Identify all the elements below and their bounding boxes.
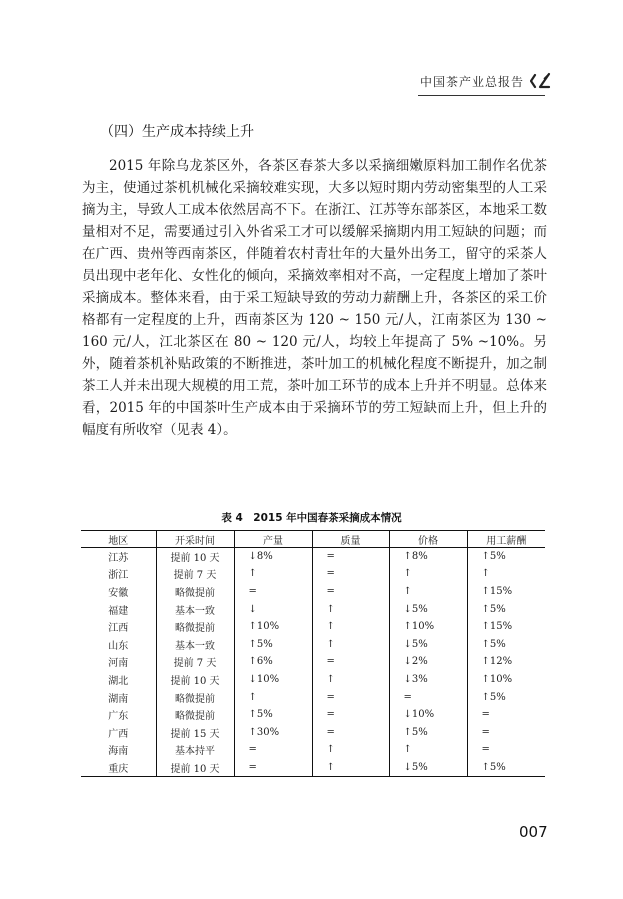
- running-header: [420, 70, 552, 92]
- cell-price: ↑10%: [389, 618, 467, 636]
- table-row: [81, 618, 545, 636]
- table-row: [81, 565, 545, 583]
- cell-quality: =: [312, 706, 389, 724]
- cell-start-time: 基本一致: [156, 635, 234, 653]
- cell-wage: ↑5%: [467, 548, 545, 566]
- cell-wage: ↑10%: [467, 671, 545, 689]
- column-header: 开采时间: [156, 531, 234, 548]
- cell-price: ↓2%: [389, 653, 467, 671]
- cell-region: 广西: [108, 728, 129, 740]
- cell-output: ↑10%: [234, 618, 312, 636]
- cell-quality: =: [312, 565, 389, 583]
- column-header: 质量: [312, 531, 389, 548]
- cell-quality: =: [312, 688, 389, 706]
- cell-output: =: [234, 583, 312, 601]
- cell-wage: ↑: [467, 565, 545, 583]
- cell-wage: ↑12%: [467, 653, 545, 671]
- table-row: [81, 548, 545, 566]
- cell-quality: ↑: [312, 759, 389, 777]
- table-row: [81, 688, 545, 706]
- cell-wage: =: [467, 723, 545, 741]
- column-header: 价格: [389, 531, 467, 548]
- table-row: [81, 583, 545, 601]
- cell-region: 浙江: [108, 570, 129, 582]
- column-header: 用工薪酬: [467, 531, 545, 548]
- cell-output: ↓: [234, 600, 312, 618]
- table-row: [81, 741, 545, 759]
- table-body: [81, 548, 545, 777]
- table-row: [81, 759, 545, 777]
- page-number: 007: [519, 823, 548, 841]
- cell-region: 江西: [108, 623, 129, 635]
- cell-start-time: 略微提前: [156, 583, 234, 601]
- cell-quality: ↑: [312, 671, 389, 689]
- cell-start-time: 提前 10 天: [156, 548, 234, 566]
- cell-quality: =: [312, 653, 389, 671]
- cell-wage: ↑5%: [467, 759, 545, 777]
- cell-wage: ↑5%: [467, 635, 545, 653]
- cell-start-time: 基本一致: [156, 600, 234, 618]
- section-heading: （四）生产成本持续上升: [100, 124, 254, 140]
- cell-quality: =: [312, 723, 389, 741]
- cell-wage: =: [467, 741, 545, 759]
- cell-price: =: [389, 688, 467, 706]
- cell-start-time: 提前 10 天: [156, 759, 234, 777]
- cell-region: 河南: [108, 658, 129, 670]
- cell-region: 山东: [108, 640, 129, 652]
- cell-price: ↓5%: [389, 600, 467, 618]
- cell-output: ↑: [234, 688, 312, 706]
- cell-quality: =: [312, 583, 389, 601]
- cell-price: ↓5%: [389, 635, 467, 653]
- cell-start-time: 提前 10 天: [156, 671, 234, 689]
- cell-region: 海南: [108, 746, 129, 758]
- cell-output: ↑5%: [234, 706, 312, 724]
- cell-start-time: 提前 15 天: [156, 723, 234, 741]
- cell-start-time: 略微提前: [156, 706, 234, 724]
- cell-price: ↑: [389, 583, 467, 601]
- cell-wage: ↑5%: [467, 600, 545, 618]
- cell-start-time: 提前 7 天: [156, 653, 234, 671]
- cell-start-time: 基本持平: [156, 741, 234, 759]
- table-row: [81, 723, 545, 741]
- body-paragraph: 2015 年除乌龙茶区外，各茶区春茶大多以采摘细嫩原料加工制作名优茶为主，使通过茶机机械化采摘较难实现，大多以短时期内劳动密集型的人工采摘为主，导致人工成本依然居高不下。在浙江、江苏等东部茶区，本地采工数量相对不足，需要通过引入外省采工才可以缓解采摘期内用工短缺的问题；而在广西、贵州等西南茶区，伴随着农村青壮年的大量外出务工，留守的采茶人员出现中老年化、女性化的倾向，采摘效率相对不高，一定程度上增加了茶叶采摘成本。整体来看，由于采工短缺导致的劳动力薪酬上升，各茶区的采工价格都有一定程度的上升，西南茶区为 120 ~ 150 元/人，江南茶区为 130 ~ 160 元/人，江北茶区在 80 ~ 120 元/人，均较上年提高了 5% ~10%。另外，随着茶机补贴政策的不断推进，茶叶加工的机械化程度不断提升，加之制茶工人并未出现大规模的用工荒，茶叶加工环节的成本上升并不明显。总体来看，2015 年的中国茶叶生产成本由于采摘环节的劳工短缺而上升，但上升的幅度有所收窄（见表 4）。: [82, 158, 547, 438]
- cell-region: 江苏: [108, 553, 129, 565]
- cell-price: ↑: [389, 741, 467, 759]
- cell-price: ↑: [389, 565, 467, 583]
- table-header-row: [81, 531, 545, 548]
- table-row: [81, 706, 545, 724]
- header-rule: [418, 95, 545, 96]
- cell-start-time: 略微提前: [156, 618, 234, 636]
- cell-quality: =: [312, 548, 389, 566]
- cell-region: 福建: [108, 605, 129, 617]
- cell-output: ↑5%: [234, 635, 312, 653]
- cell-region: 重庆: [81, 759, 156, 777]
- cell-output: ↑30%: [234, 723, 312, 741]
- cell-wage: =: [467, 706, 545, 724]
- table-caption: 表 4 2015 年中国春茶采摘成本情况: [221, 512, 402, 524]
- cell-price: ↓5%: [389, 759, 467, 777]
- cell-region: 广东: [108, 711, 129, 723]
- cell-start-time: 提前 7 天: [156, 565, 234, 583]
- cell-output: ↑: [234, 565, 312, 583]
- cell-quality: ↑: [312, 618, 389, 636]
- cell-price: ↓3%: [389, 671, 467, 689]
- cell-quality: ↑: [312, 741, 389, 759]
- book-logo-icon: [530, 72, 552, 90]
- cell-wage: ↑15%: [467, 618, 545, 636]
- cell-price: ↑8%: [389, 548, 467, 566]
- cell-quality: ↑: [312, 600, 389, 618]
- cell-output: =: [234, 759, 312, 777]
- cell-price: ↓10%: [389, 706, 467, 724]
- cell-region: 湖南: [108, 693, 129, 705]
- cell-output: =: [234, 741, 312, 759]
- column-header: 地区: [81, 531, 156, 548]
- cell-wage: ↑15%: [467, 583, 545, 601]
- cell-output: ↓8%: [234, 548, 312, 566]
- cost-table: [81, 530, 545, 777]
- cell-region: 安徽: [108, 587, 129, 599]
- cell-price: ↑5%: [389, 723, 467, 741]
- column-header: 产量: [234, 531, 312, 548]
- cell-output: ↑6%: [234, 653, 312, 671]
- cell-quality: ↑: [312, 635, 389, 653]
- cell-region: 湖北: [108, 675, 129, 687]
- cell-output: ↓10%: [234, 671, 312, 689]
- table-row: [81, 600, 545, 618]
- running-header-title: 中国茶产业总报告: [420, 74, 525, 89]
- table-row: [81, 671, 545, 689]
- cell-wage: ↑5%: [467, 688, 545, 706]
- table-row: [81, 653, 545, 671]
- cell-start-time: 略微提前: [156, 688, 234, 706]
- table-row: [81, 635, 545, 653]
